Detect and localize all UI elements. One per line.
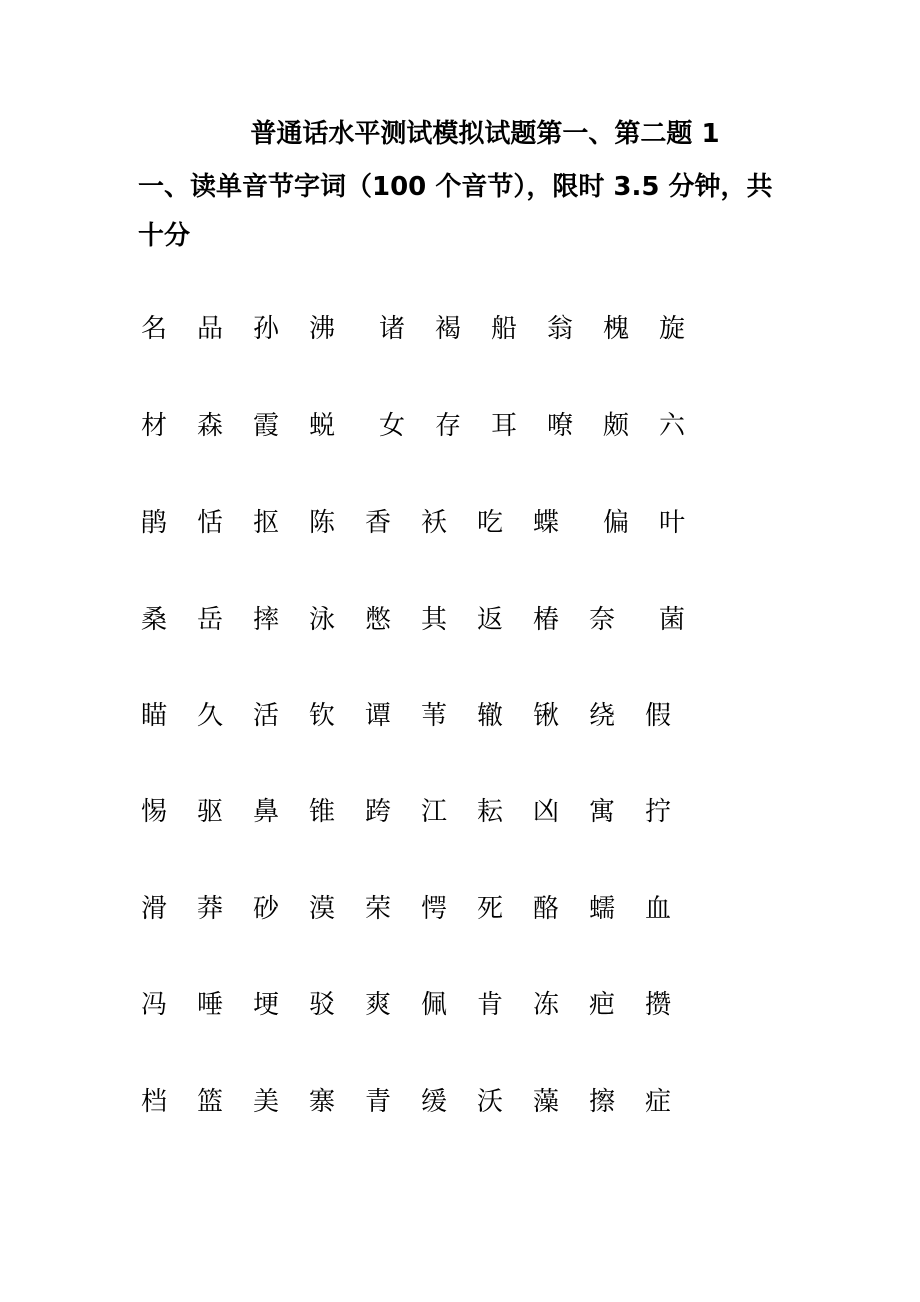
character-cell: 返 xyxy=(476,605,503,635)
character-cell: 美 xyxy=(252,1087,279,1117)
character-cell: 名 xyxy=(140,314,167,344)
character-cell: 拧 xyxy=(644,797,671,827)
character-cell: 冻 xyxy=(532,990,559,1020)
character-cell: 青 xyxy=(364,1087,391,1117)
character-cell: 森 xyxy=(196,411,223,441)
character-cell: 女 xyxy=(378,411,405,441)
section-heading: 一、读单音节字词（100 个音节），限时 3.5 分钟，共十分 xyxy=(138,172,773,251)
character-cell: 钦 xyxy=(308,701,335,731)
character-cell: 孙 xyxy=(252,314,279,344)
character-cell: 沸 xyxy=(308,314,335,344)
character-cell: 六 xyxy=(658,411,685,441)
character-cell: 档 xyxy=(140,1087,167,1117)
character-cell: 椿 xyxy=(532,605,559,635)
character-cell: 荣 xyxy=(364,894,391,924)
character-cell: 锹 xyxy=(532,701,559,731)
character-cell: 摔 xyxy=(252,605,279,635)
character-cell: 恬 xyxy=(196,508,223,538)
character-cell: 霞 xyxy=(252,411,279,441)
character-cell: 旋 xyxy=(658,314,685,344)
character-cell: 藻 xyxy=(532,1087,559,1117)
character-cell: 绕 xyxy=(588,701,615,731)
character-cell: 久 xyxy=(196,701,223,731)
character-cell: 耳 xyxy=(490,411,517,441)
character-cell: 冯 xyxy=(140,990,167,1020)
character-cell: 叶 xyxy=(658,508,685,538)
character-cell: 香 xyxy=(364,508,391,538)
character-cell: 寓 xyxy=(588,797,615,827)
character-row xyxy=(0,985,920,1025)
character-cell: 酪 xyxy=(532,894,559,924)
character-cell: 菌 xyxy=(658,605,685,635)
character-cell: 其 xyxy=(420,605,447,635)
character-row xyxy=(0,600,920,640)
character-cell: 寨 xyxy=(308,1087,335,1117)
character-cell: 鹃 xyxy=(140,508,167,538)
character-cell: 岳 xyxy=(196,605,223,635)
character-cell: 漠 xyxy=(308,894,335,924)
character-cell: 攒 xyxy=(644,990,671,1020)
character-cell: 驳 xyxy=(308,990,335,1020)
character-cell: 嘹 xyxy=(546,411,573,441)
character-cell: 桑 xyxy=(140,605,167,635)
character-cell: 憋 xyxy=(364,605,391,635)
character-row xyxy=(0,696,920,736)
character-row xyxy=(0,889,920,929)
character-cell: 爽 xyxy=(364,990,391,1020)
character-cell: 凶 xyxy=(532,797,559,827)
character-cell: 抠 xyxy=(252,508,279,538)
character-cell: 沃 xyxy=(476,1087,503,1117)
character-cell: 驱 xyxy=(196,797,223,827)
character-cell: 唾 xyxy=(196,990,223,1020)
character-cell: 谭 xyxy=(364,701,391,731)
character-cell: 埂 xyxy=(252,990,279,1020)
character-cell: 跨 xyxy=(364,797,391,827)
character-cell: 莽 xyxy=(196,894,223,924)
character-cell: 泳 xyxy=(308,605,335,635)
document-title: 普通话水平测试模拟试题第一、第二题 1 xyxy=(250,119,720,149)
character-cell: 篮 xyxy=(196,1087,223,1117)
character-cell: 诸 xyxy=(378,314,405,344)
character-cell: 蜕 xyxy=(308,411,335,441)
character-cell: 颇 xyxy=(602,411,629,441)
character-cell: 擦 xyxy=(588,1087,615,1117)
character-cell: 苇 xyxy=(420,701,447,731)
character-cell: 锥 xyxy=(308,797,335,827)
character-cell: 佩 xyxy=(420,990,447,1020)
character-cell: 肯 xyxy=(476,990,503,1020)
character-cell: 褐 xyxy=(434,314,461,344)
character-cell: 材 xyxy=(140,411,167,441)
character-cell: 滑 xyxy=(140,894,167,924)
character-cell: 血 xyxy=(644,894,671,924)
character-cell: 吃 xyxy=(476,508,503,538)
character-cell: 鼻 xyxy=(252,797,279,827)
character-cell: 槐 xyxy=(602,314,629,344)
character-row xyxy=(0,309,920,349)
character-row xyxy=(0,503,920,543)
character-row xyxy=(0,792,920,832)
character-row xyxy=(0,406,920,446)
character-cell: 死 xyxy=(476,894,503,924)
character-cell: 品 xyxy=(196,314,223,344)
character-row xyxy=(0,1082,920,1122)
character-cell: 活 xyxy=(252,701,279,731)
character-cell: 船 xyxy=(490,314,517,344)
character-cell: 瞄 xyxy=(140,701,167,731)
character-cell: 偏 xyxy=(602,508,629,538)
character-cell: 砂 xyxy=(252,894,279,924)
character-cell: 存 xyxy=(434,411,461,441)
character-cell: 翁 xyxy=(546,314,573,344)
character-cell: 愕 xyxy=(420,894,447,924)
character-cell: 江 xyxy=(420,797,447,827)
character-cell: 耘 xyxy=(476,797,503,827)
character-cell: 奈 xyxy=(588,605,615,635)
character-cell: 症 xyxy=(644,1087,671,1117)
character-cell: 假 xyxy=(644,701,671,731)
character-cell: 辙 xyxy=(476,701,503,731)
character-cell: 缓 xyxy=(420,1087,447,1117)
character-cell: 袄 xyxy=(420,508,447,538)
character-cell: 蠕 xyxy=(588,894,615,924)
character-cell: 惕 xyxy=(140,797,167,827)
character-cell: 疤 xyxy=(588,990,615,1020)
character-cell: 蝶 xyxy=(532,508,559,538)
character-cell: 陈 xyxy=(308,508,335,538)
